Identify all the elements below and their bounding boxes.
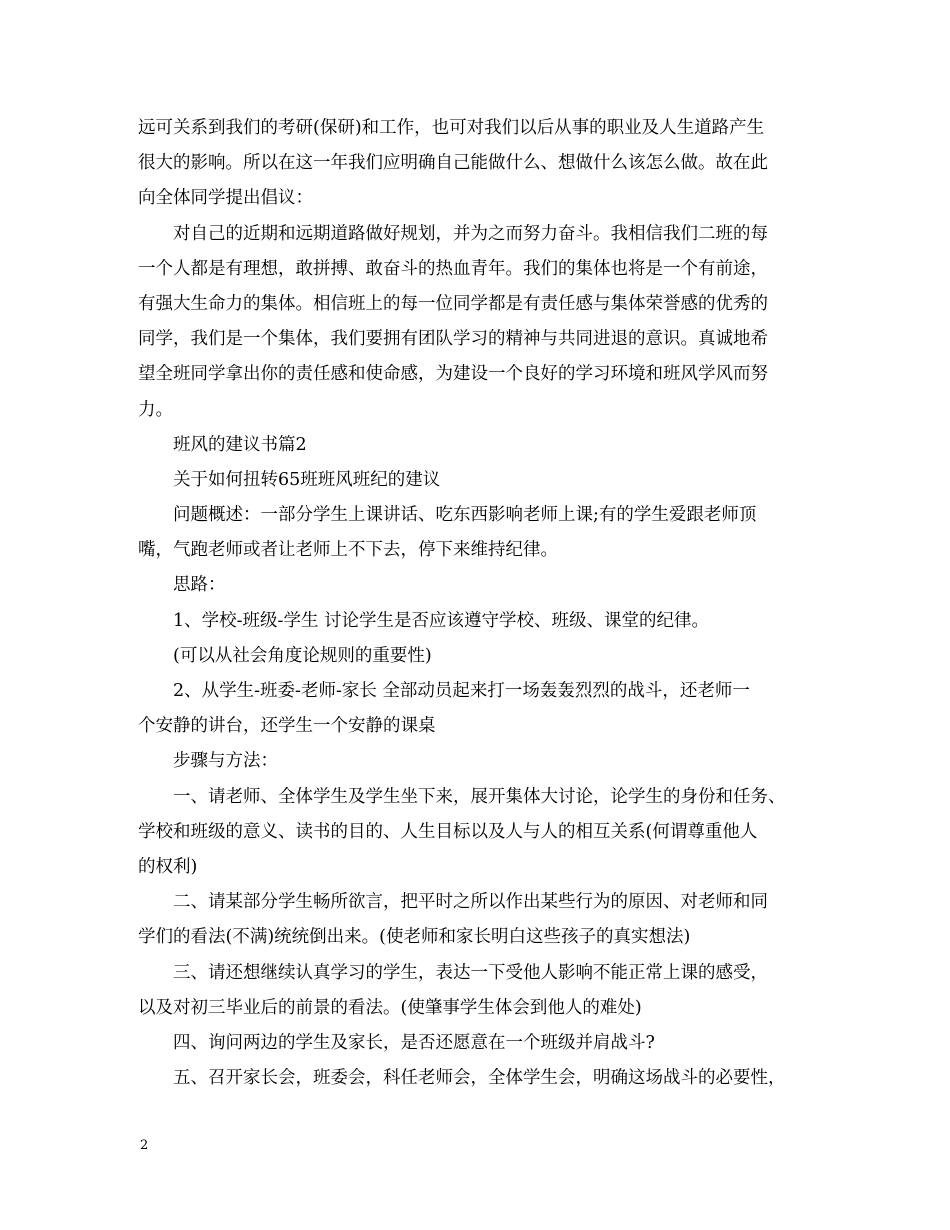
paragraph-start: 思路： — [173, 575, 226, 596]
paragraph-start: 二、请某部分学生畅所欲言，把平时之所以作出某些行为的原因、对老师和同 — [173, 892, 768, 913]
text-line: 以及对初三毕业后的前景的看法。(使肇事学生体会到他人的难处) — [138, 997, 642, 1018]
section-heading: 班风的建议书篇2 — [173, 434, 307, 455]
text-line: 个安静的讲台，还学生一个安静的课桌 — [138, 716, 436, 737]
page-number: 2 — [140, 1138, 149, 1153]
document-title: 关于如何扭转65班班风班纪的建议 — [173, 469, 441, 490]
text-line: 力。 — [138, 399, 173, 420]
paragraph-start: (可以从社会角度论规则的重要性) — [173, 645, 432, 666]
text-line: 嘴，气跑老师或者让老师上不下去，停下来维持纪律。 — [138, 540, 558, 561]
paragraph-start: 2、从学生-班委-老师-家长 全部动员起来打一场轰轰烈烈的战斗，还老师一 — [173, 681, 750, 701]
paragraph-start: 步骤与方法： — [173, 751, 278, 772]
paragraph-start: 一、请老师、全体学生及学生坐下来，展开集体大讨论，论学生的身份和任务、 — [173, 786, 786, 807]
text-line: 同学，我们是一个集体，我们要拥有团队学习的精神与共同进退的意识。真诚地希 — [138, 329, 768, 350]
text-line: 远可关系到我们的考研(保研)和工作，也可对我们以后从事的职业及人生道路产生 — [138, 118, 765, 138]
document-body — [138, 111, 828, 1096]
text-line: 有强大生命力的集体。相信班上的每一位同学都是有责任感与集体荣誉感的优秀的 — [138, 293, 768, 314]
text-line: 的权利) — [138, 856, 198, 877]
text-line: 学校和班级的意义、读书的目的、人生目标以及人与人的相互关系(何谓尊重他人 — [138, 821, 758, 842]
paragraph-start: 五、召开家长会，班委会，科任老师会，全体学生会，明确这场战斗的必要性， — [173, 1068, 786, 1089]
paragraph-start: 对自己的近期和远期道路做好规划，并为之而努力奋斗。我相信我们二班的每 — [173, 223, 768, 244]
text-line: 学们的看法(不满)统统倒出来。(使老师和家长明白这些孩子的真实想法) — [138, 927, 691, 948]
paragraph-start: 1、学校-班级-学生 讨论学生是否应该遵守学校、班级、课堂的纪律。 — [173, 610, 710, 631]
paragraph-start: 问题概述：一部分学生上课讲话、吃东西影响老师上课;有的学生爱跟老师顶 — [173, 505, 757, 526]
text-line: 很大的影响。所以在这一年我们应明确自己能做什么、想做什么该怎么做。故在此 — [138, 153, 768, 174]
paragraph-start: 四、询问两边的学生及家长，是否还愿意在一个班级并肩战斗? — [173, 1032, 655, 1053]
text-line: 向全体同学提出倡议： — [138, 188, 313, 209]
text-line: 望全班同学拿出你的责任感和使命感，为建设一个良好的学习环境和班风学风而努 — [138, 364, 768, 385]
paragraph-start: 三、请还想继续认真学习的学生，表达一下受他人影响不能正常上课的感受， — [173, 962, 768, 983]
text-line: 一个人都是有理想，敢拼搏、敢奋斗的热血青年。我们的集体也将是一个有前途， — [138, 258, 768, 279]
